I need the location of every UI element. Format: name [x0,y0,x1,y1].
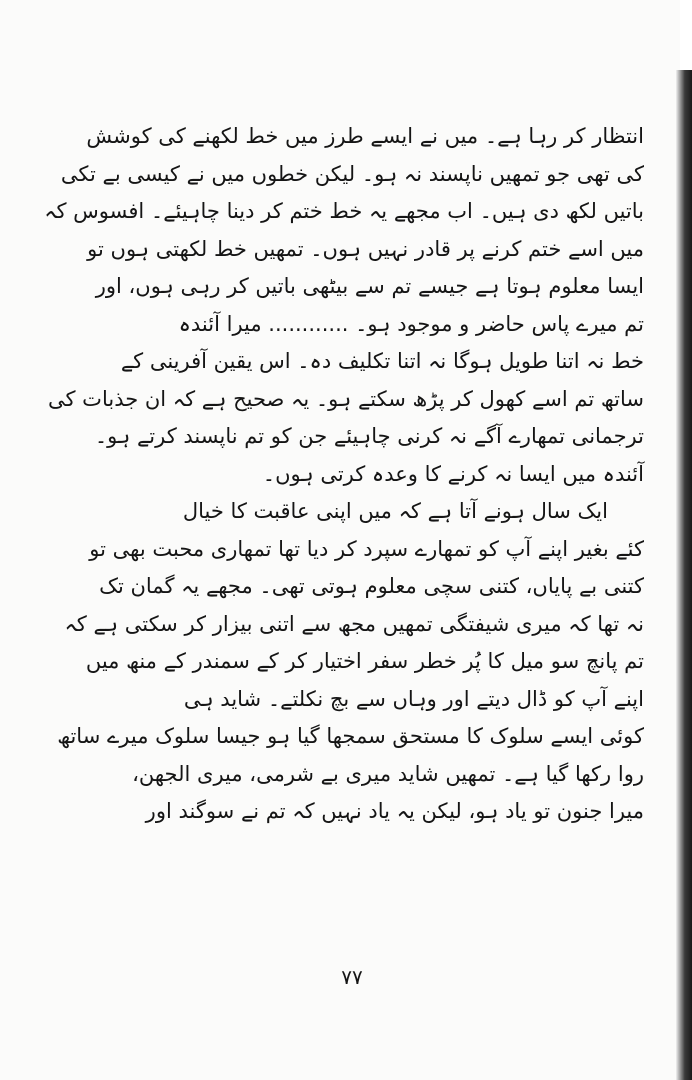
text-line: میرا جنون تو یاد ہو، لیکن یہ یاد نہیں کہ تم نے سوگند اور [145,799,644,823]
scan-margin-top [680,0,692,70]
text-line: کئے بغیر اپنے آپ کو تمھارے سپرد کر دیا تھا تمھاری محبت بھی تو [89,536,644,561]
text-line: باتیں لکھ دی ہیں۔ اب مجھے یہ خط ختم کر دینا چاہیئے۔ افسوس کہ [44,199,644,223]
text-line: میں اسے ختم کرنے پر قادر نہیں ہوں۔ تمھیں خط لکھتی ہوں تو [87,236,644,261]
text-line: نہ تھا کہ میری شیفتگی تمھیں مجھ سے اتنی بیزار کر سکتی ہے کہ [64,611,644,636]
text-line: خط نہ اتنا طویل ہوگا نہ اتنا تکلیف دہ۔ اس یقین آفرینی کے [120,349,644,373]
text-line: کوئی ایسے سلوک کا مستحق سمجھا گیا ہو جیسا سلوک میرے ساتھ [57,724,644,748]
paragraph-first-line: ایک سال ہونے آتا ہے کہ میں اپنی عاقبت کا خیال [182,499,608,523]
text-line: ترجمانی تمھارے آگے نہ کرنی چاہیئے جن کو تم ناپسند کرتے ہو۔ [94,424,644,448]
page-number: ۷۷ [341,965,363,989]
text-line: تم میرے پاس حاضر و موجود ہو۔ ............ میرا آئندہ [178,311,644,336]
text-line: انتظار کر رہا ہے۔ میں نے ایسے طرز میں خط لکھنے کی کوشش [86,124,644,148]
body-text [44,118,644,831]
scan-edge-shadow [676,70,692,1080]
text-line: ساتھ تم اسے کھول کر پڑھ سکتے ہو۔ یہ صحیح ہے کہ ان جذبات کی [48,386,644,411]
text-line: کتنی بے پایاں، کتنی سچی معلوم ہوتی تھی۔ مجھے یہ گمان تک [99,574,644,598]
text-line: کی تھی جو تمھیں ناپسند نہ ہو۔ لیکن خطوں میں نے کیسی بے تکی [60,161,644,186]
text-line: ایسا معلوم ہوتا ہے جیسے تم سے بیٹھی باتیں کر رہی ہوں، اور [95,274,644,298]
text-line: اپنے آپ کو ڈال دیتے اور وہاں سے بچ نکلتے۔ شاید ہی [183,686,644,711]
text-line: آئندہ میں ایسا نہ کرنے کا وعدہ کرتی ہوں۔ [262,461,644,486]
text-line: تم پانچ سو میل کا پُر خطر سفر اختیار کر کے سمندر کے منھ میں [85,649,644,673]
text-line: روا رکھا گیا ہے۔ تمھیں شاید میری بے شرمی، میری الجھن، [132,761,644,786]
